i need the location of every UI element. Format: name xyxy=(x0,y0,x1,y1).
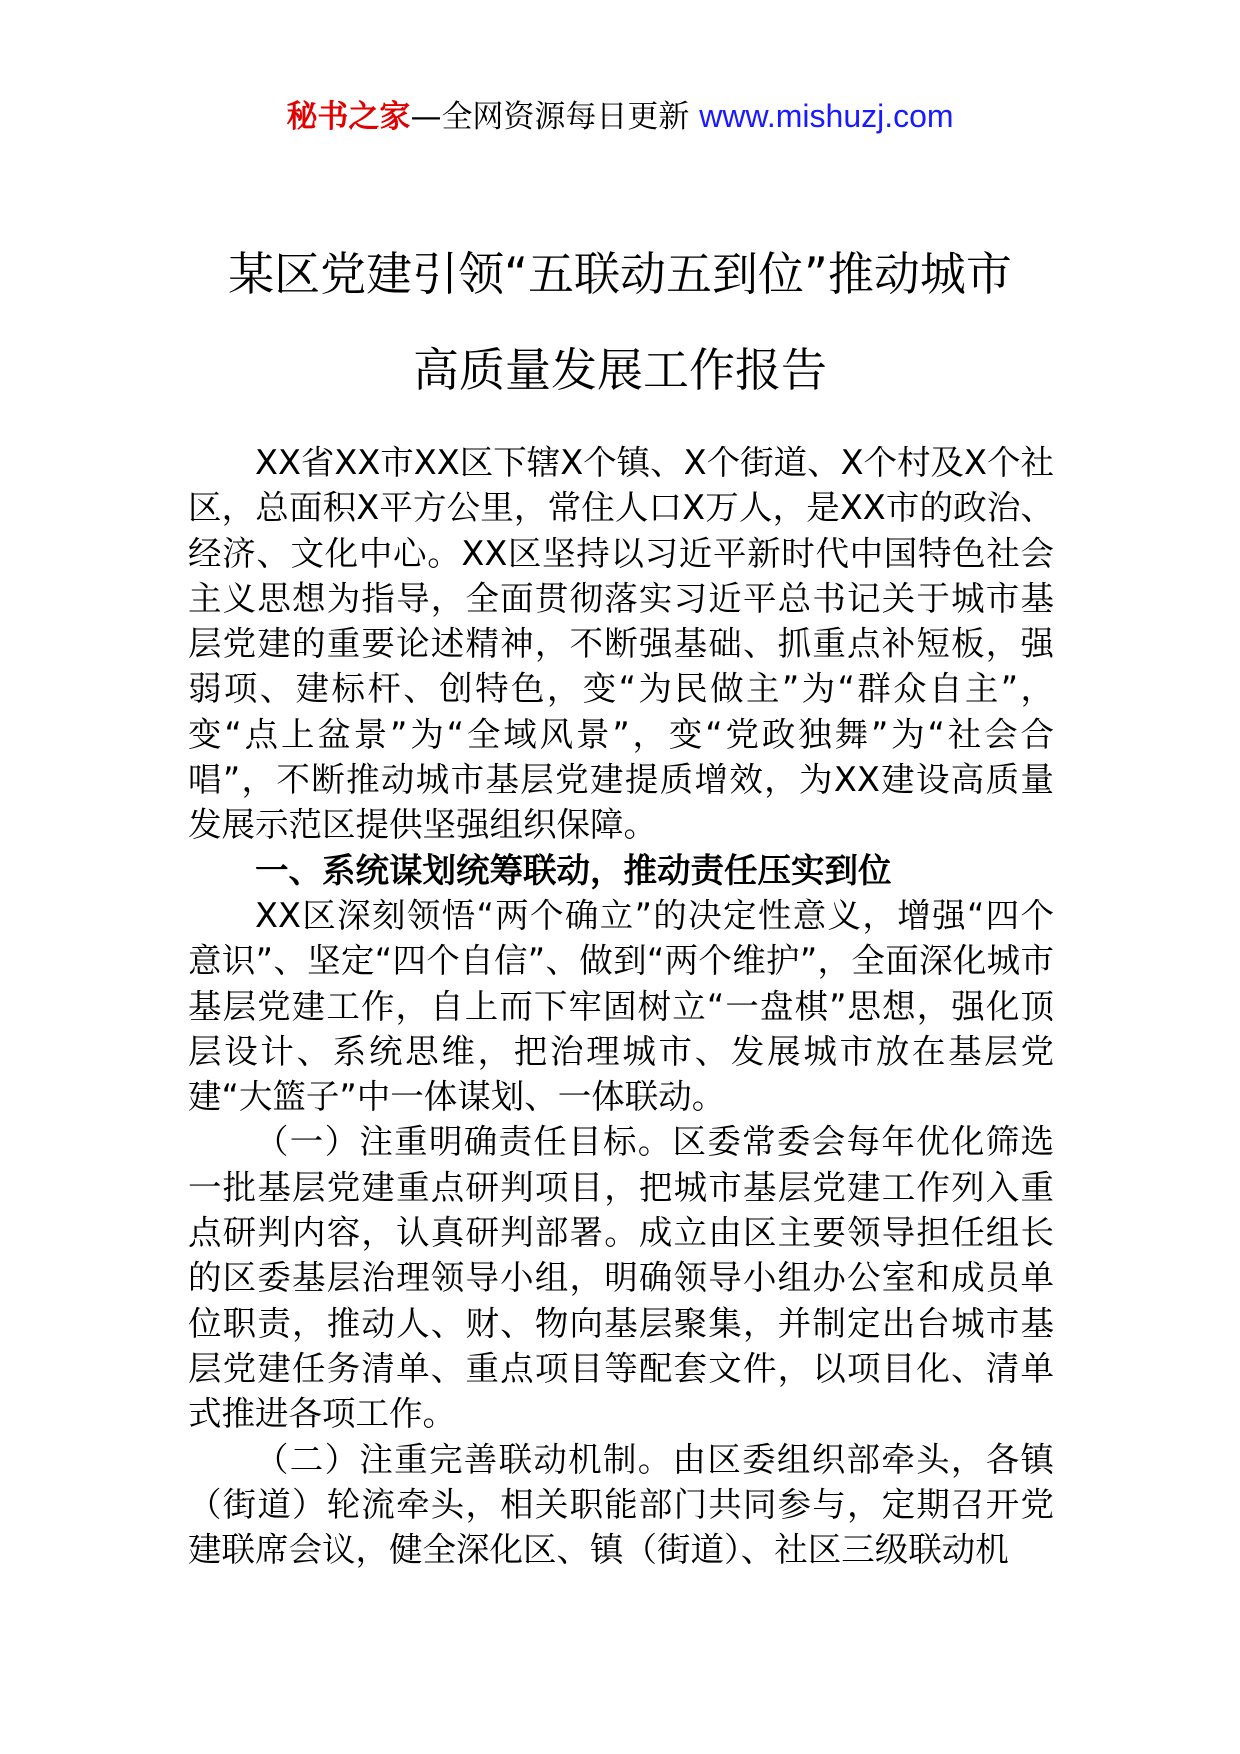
site-url-link[interactable]: www.mishuzj.com xyxy=(699,98,954,134)
document-body xyxy=(188,440,1054,1572)
subsection-1-paragraph: （一）注重明确责任目标。区委常委会每年优化筛选一批基层党建重点研判项目，把城市基层党建工作列入重点研判内容，认真研判部署。成立由区主要领导担任组长的区委基层治理领导小组，明确领导小组办公室和成员单位职责，推动人、财、物向基层聚集，并制定出台城市基层党建任务清单、重点项目等配套文件，以项目化、清单式推进各项工作。 xyxy=(188,1122,1054,1434)
subsection-2-paragraph: （二）注重完善联动机制。由区委组织部牵头，各镇（街道）轮流牵头，相关职能部门共同参与，定期召开党建联席会议，健全深化区、镇（街道）、社区三级联动机 xyxy=(188,1439,1054,1570)
header-slogan: —全网资源每日更新 xyxy=(410,99,700,135)
title-line-1: 某区党建引领“五联动五到位”推动城市 xyxy=(228,247,1012,301)
document-title xyxy=(120,226,1120,418)
section-heading-1: 一、系统谋划统筹联动，推动责任压实到位 xyxy=(255,850,892,890)
title-line-2: 高质量发展工作报告 xyxy=(413,343,827,397)
intro-paragraph: XX省XX市XX区下辖X个镇、X个街道、X个村及X个社区，总面积X平方公里，常住人口X万人，是XX市的政治、经济、文化中心。XX区坚持以习近平新时代中国特色社会主义思想为指导，全面贯彻落实习近平总书记关于城市基层党建的重要论述精神，不断强基础、抓重点补短板，强弱项、建标杆、创特色，变“为民做主”为“群众自主”，变“点上盆景”为“全域风景”，变“党政独舞”为“社会合唱”，不断推动城市基层党建提质增效，为XX建设高质量发展示范区提供坚强组织保障。 xyxy=(188,443,1054,845)
brand-name: 秘书之家 xyxy=(286,99,411,135)
site-header xyxy=(0,96,1240,137)
section-1-paragraph: XX区深刻领悟“两个确立”的决定性意义，增强“四个意识”、坚定“四个自信”、做到“两个维护”，全面深化城市基层党建工作，自上而下牢固树立“一盘棋”思想，强化顶层设计、系统思维，把治理城市、发展城市放在基层党建“大篮子”中一体谋划、一体联动。 xyxy=(188,895,1054,1117)
